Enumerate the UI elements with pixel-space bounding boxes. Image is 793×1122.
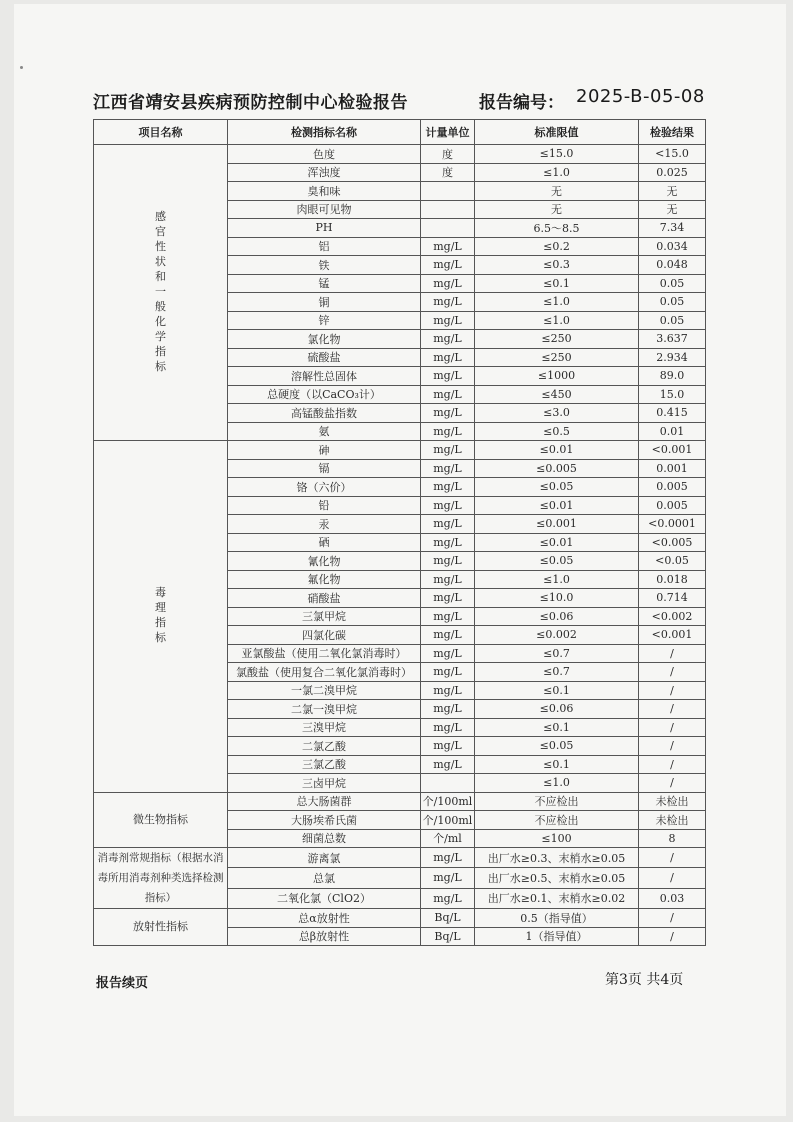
test-result-cell: / [639, 848, 706, 868]
test-result-cell: 89.0 [639, 367, 706, 386]
unit-cell: mg/L [421, 868, 475, 888]
indicator-name-cell: 二氯一溴甲烷 [228, 700, 421, 719]
unit-cell: mg/L [421, 626, 475, 645]
indicator-name-cell: 高锰酸盐指数 [228, 404, 421, 423]
indicator-name-cell: 游离氯 [228, 848, 421, 868]
unit-cell: mg/L [421, 385, 475, 404]
test-result-cell: 8 [639, 829, 706, 848]
test-result-cell: 0.001 [639, 459, 706, 478]
unit-cell: 个/100ml [421, 811, 475, 830]
indicator-name-cell: 铁 [228, 256, 421, 275]
standard-limit-cell: ≤0.1 [475, 718, 639, 737]
test-result-cell: 0.01 [639, 422, 706, 441]
unit-cell: mg/L [421, 237, 475, 256]
test-result-cell: 0.415 [639, 404, 706, 423]
unit-cell: mg/L [421, 367, 475, 386]
page-indicator: 第3页 共4页 [605, 972, 684, 988]
test-result-cell: 0.005 [639, 478, 706, 497]
standard-limit-cell: ≤450 [475, 385, 639, 404]
group-name: 放射性指标 [133, 920, 188, 933]
standard-limit-cell: ≤0.1 [475, 274, 639, 293]
test-result-cell: <15.0 [639, 145, 706, 164]
test-result-cell: / [639, 909, 706, 928]
unit-cell: mg/L [421, 700, 475, 719]
unit-cell: mg/L [421, 552, 475, 571]
unit-cell: 个/ml [421, 829, 475, 848]
indicator-name-cell: PH [228, 219, 421, 238]
standard-limit-cell: ≤0.7 [475, 644, 639, 663]
indicator-name-cell: 硒 [228, 533, 421, 552]
test-result-cell: 无 [639, 200, 706, 219]
indicator-name-cell: 氯酸盐（使用复合二氧化氯消毒时） [228, 663, 421, 682]
indicator-name-cell: 总大肠菌群 [228, 792, 421, 811]
report-title: 江西省靖安县疾病预防控制中心检验报告 [93, 93, 408, 113]
unit-cell: mg/L [421, 459, 475, 478]
report-number-label: 报告编号： [479, 93, 564, 113]
table-row [94, 792, 706, 811]
standard-limit-cell: ≤1000 [475, 367, 639, 386]
column-header: 检验结果 [639, 120, 706, 145]
unit-cell: mg/L [421, 607, 475, 626]
standard-limit-cell: ≤0.1 [475, 755, 639, 774]
unit-cell: mg/L [421, 737, 475, 756]
standard-limit-cell: 无 [475, 200, 639, 219]
unit-cell: mg/L [421, 681, 475, 700]
report-number-value: 2025-B-05-08 [576, 86, 705, 107]
test-result-cell: 0.034 [639, 237, 706, 256]
test-result-cell: <0.001 [639, 626, 706, 645]
unit-cell: mg/L [421, 533, 475, 552]
indicator-name-cell: 肉眼可见物 [228, 200, 421, 219]
standard-limit-cell: ≤0.002 [475, 626, 639, 645]
standard-limit-cell: ≤250 [475, 330, 639, 349]
group-name-cell [94, 792, 228, 848]
standard-limit-cell: ≤0.05 [475, 552, 639, 571]
results-table [93, 119, 706, 946]
test-result-cell: 0.048 [639, 256, 706, 275]
indicator-name-cell: 色度 [228, 145, 421, 164]
standard-limit-cell: ≤0.05 [475, 737, 639, 756]
test-result-cell: 0.005 [639, 496, 706, 515]
test-result-cell: 无 [639, 182, 706, 201]
standard-limit-cell: ≤10.0 [475, 589, 639, 608]
indicator-name-cell: 浑浊度 [228, 163, 421, 182]
unit-cell [421, 182, 475, 201]
unit-cell: mg/L [421, 570, 475, 589]
indicator-name-cell: 氯化物 [228, 330, 421, 349]
unit-cell: Bq/L [421, 927, 475, 946]
column-header: 检测指标名称 [228, 120, 421, 145]
standard-limit-cell: 出厂水≥0.5、末梢水≥0.05 [475, 868, 639, 888]
unit-cell: mg/L [421, 348, 475, 367]
indicator-name-cell: 锰 [228, 274, 421, 293]
unit-cell: mg/L [421, 256, 475, 275]
test-result-cell: 0.05 [639, 274, 706, 293]
standard-limit-cell: ≤0.7 [475, 663, 639, 682]
standard-limit-cell: ≤250 [475, 348, 639, 367]
table-row [94, 909, 706, 928]
standard-limit-cell: ≤0.1 [475, 681, 639, 700]
indicator-name-cell: 臭和味 [228, 182, 421, 201]
standard-limit-cell: 6.5～8.5 [475, 219, 639, 238]
indicator-name-cell: 三卤甲烷 [228, 774, 421, 793]
unit-cell: mg/L [421, 718, 475, 737]
standard-limit-cell: ≤0.2 [475, 237, 639, 256]
standard-limit-cell: ≤1.0 [475, 293, 639, 312]
standard-limit-cell: 出厂水≥0.3、末梢水≥0.05 [475, 848, 639, 868]
unit-cell: mg/L [421, 293, 475, 312]
test-result-cell: / [639, 868, 706, 888]
table-row [94, 441, 706, 460]
standard-limit-cell: ≤0.3 [475, 256, 639, 275]
test-result-cell: 0.714 [639, 589, 706, 608]
unit-cell: mg/L [421, 496, 475, 515]
unit-cell: mg/L [421, 422, 475, 441]
standard-limit-cell: ≤0.06 [475, 700, 639, 719]
test-result-cell: / [639, 700, 706, 719]
unit-cell: mg/L [421, 515, 475, 534]
indicator-name-cell: 亚氯酸盐（使用二氧化氯消毒时） [228, 644, 421, 663]
group-name-cell [94, 145, 228, 441]
test-result-cell: 0.018 [639, 570, 706, 589]
scan-speck [20, 66, 23, 69]
indicator-name-cell: 四氯化碳 [228, 626, 421, 645]
test-result-cell: / [639, 718, 706, 737]
standard-limit-cell: ≤0.01 [475, 533, 639, 552]
test-result-cell: 0.05 [639, 293, 706, 312]
indicator-name-cell: 三氯乙酸 [228, 755, 421, 774]
indicator-name-cell: 氟化物 [228, 570, 421, 589]
test-result-cell: / [639, 755, 706, 774]
standard-limit-cell: ≤15.0 [475, 145, 639, 164]
indicator-name-cell: 二氯乙酸 [228, 737, 421, 756]
indicator-name-cell: 大肠埃希氏菌 [228, 811, 421, 830]
indicator-name-cell: 锌 [228, 311, 421, 330]
unit-cell: mg/L [421, 589, 475, 608]
standard-limit-cell: ≤0.005 [475, 459, 639, 478]
standard-limit-cell: 0.5（指导值） [475, 909, 639, 928]
test-result-cell: 0.03 [639, 888, 706, 908]
group-name-cell [94, 848, 228, 909]
test-result-cell: 7.34 [639, 219, 706, 238]
standard-limit-cell: 不应检出 [475, 811, 639, 830]
indicator-name-cell: 氨 [228, 422, 421, 441]
unit-cell: 个/100ml [421, 792, 475, 811]
test-result-cell: / [639, 774, 706, 793]
group-name-cell [94, 909, 228, 946]
unit-cell: mg/L [421, 848, 475, 868]
indicator-name-cell: 总α放射性 [228, 909, 421, 928]
indicator-name-cell: 总氯 [228, 868, 421, 888]
standard-limit-cell: ≤1.0 [475, 570, 639, 589]
indicator-name-cell: 铜 [228, 293, 421, 312]
test-result-cell: <0.005 [639, 533, 706, 552]
unit-cell: 度 [421, 145, 475, 164]
indicator-name-cell: 一氯二溴甲烷 [228, 681, 421, 700]
standard-limit-cell: ≤0.5 [475, 422, 639, 441]
indicator-name-cell: 总硬度（以CaCO₃计） [228, 385, 421, 404]
test-result-cell: / [639, 681, 706, 700]
table-header-row [94, 120, 706, 145]
unit-cell: mg/L [421, 441, 475, 460]
unit-cell: mg/L [421, 404, 475, 423]
unit-cell: mg/L [421, 330, 475, 349]
table-row [94, 848, 706, 868]
unit-cell: mg/L [421, 663, 475, 682]
column-header: 标准限值 [475, 120, 639, 145]
unit-cell: mg/L [421, 755, 475, 774]
indicator-name-cell: 三氯甲烷 [228, 607, 421, 626]
indicator-name-cell: 铬（六价） [228, 478, 421, 497]
indicator-name-cell: 铅 [228, 496, 421, 515]
unit-cell [421, 219, 475, 238]
standard-limit-cell: 出厂水≥0.1、末梢水≥0.02 [475, 888, 639, 908]
indicator-name-cell: 氰化物 [228, 552, 421, 571]
indicator-name-cell: 镉 [228, 459, 421, 478]
standard-limit-cell: ≤0.01 [475, 441, 639, 460]
test-result-cell: <0.05 [639, 552, 706, 571]
standard-limit-cell: ≤3.0 [475, 404, 639, 423]
indicator-name-cell: 汞 [228, 515, 421, 534]
test-result-cell: / [639, 663, 706, 682]
test-result-cell: / [639, 927, 706, 946]
unit-cell [421, 200, 475, 219]
test-result-cell: 0.05 [639, 311, 706, 330]
indicator-name-cell: 硝酸盐 [228, 589, 421, 608]
unit-cell: 度 [421, 163, 475, 182]
test-result-cell: 15.0 [639, 385, 706, 404]
report-continuation-label: 报告续页 [96, 976, 149, 991]
test-result-cell: <0.0001 [639, 515, 706, 534]
standard-limit-cell: ≤100 [475, 829, 639, 848]
standard-limit-cell: ≤1.0 [475, 311, 639, 330]
unit-cell: mg/L [421, 274, 475, 293]
group-name: 微生物指标 [133, 812, 188, 826]
group-name-cell [94, 441, 228, 793]
standard-limit-cell: ≤1.0 [475, 774, 639, 793]
indicator-name-cell: 溶解性总固体 [228, 367, 421, 386]
test-result-cell: / [639, 644, 706, 663]
unit-cell: mg/L [421, 478, 475, 497]
standard-limit-cell: ≤0.01 [475, 496, 639, 515]
standard-limit-cell: ≤0.06 [475, 607, 639, 626]
report-header [93, 84, 705, 114]
indicator-name-cell: 砷 [228, 441, 421, 460]
indicator-name-cell: 铝 [228, 237, 421, 256]
test-result-cell: <0.001 [639, 441, 706, 460]
standard-limit-cell: ≤1.0 [475, 163, 639, 182]
unit-cell: mg/L [421, 888, 475, 908]
test-result-cell: 未检出 [639, 811, 706, 830]
indicator-name-cell: 细菌总数 [228, 829, 421, 848]
indicator-name-cell: 二氧化氯（ClO2） [228, 888, 421, 908]
unit-cell: mg/L [421, 644, 475, 663]
table-body [94, 145, 706, 946]
indicator-name-cell: 硫酸盐 [228, 348, 421, 367]
unit-cell: Bq/L [421, 909, 475, 928]
unit-cell: mg/L [421, 311, 475, 330]
test-result-cell: / [639, 737, 706, 756]
indicator-name-cell: 总β放射性 [228, 927, 421, 946]
group-name: 消毒剂常规指标（根据水消毒所用消毒剂种类选择检测指标） [97, 852, 224, 904]
standard-limit-cell: ≤0.05 [475, 478, 639, 497]
column-header: 项目名称 [94, 120, 228, 145]
test-result-cell: 2.934 [639, 348, 706, 367]
standard-limit-cell: 1（指导值） [475, 927, 639, 946]
standard-limit-cell: 无 [475, 182, 639, 201]
standard-limit-cell: 不应检出 [475, 792, 639, 811]
group-name: 毒理指标 [155, 586, 166, 645]
column-header: 计量单位 [421, 120, 475, 145]
unit-cell [421, 774, 475, 793]
table-row [94, 145, 706, 164]
test-result-cell: 未检出 [639, 792, 706, 811]
indicator-name-cell: 三溴甲烷 [228, 718, 421, 737]
test-result-cell: <0.002 [639, 607, 706, 626]
test-result-cell: 3.637 [639, 330, 706, 349]
test-result-cell: 0.025 [639, 163, 706, 182]
standard-limit-cell: ≤0.001 [475, 515, 639, 534]
group-name: 感官性状和一般化学指标 [155, 210, 166, 373]
